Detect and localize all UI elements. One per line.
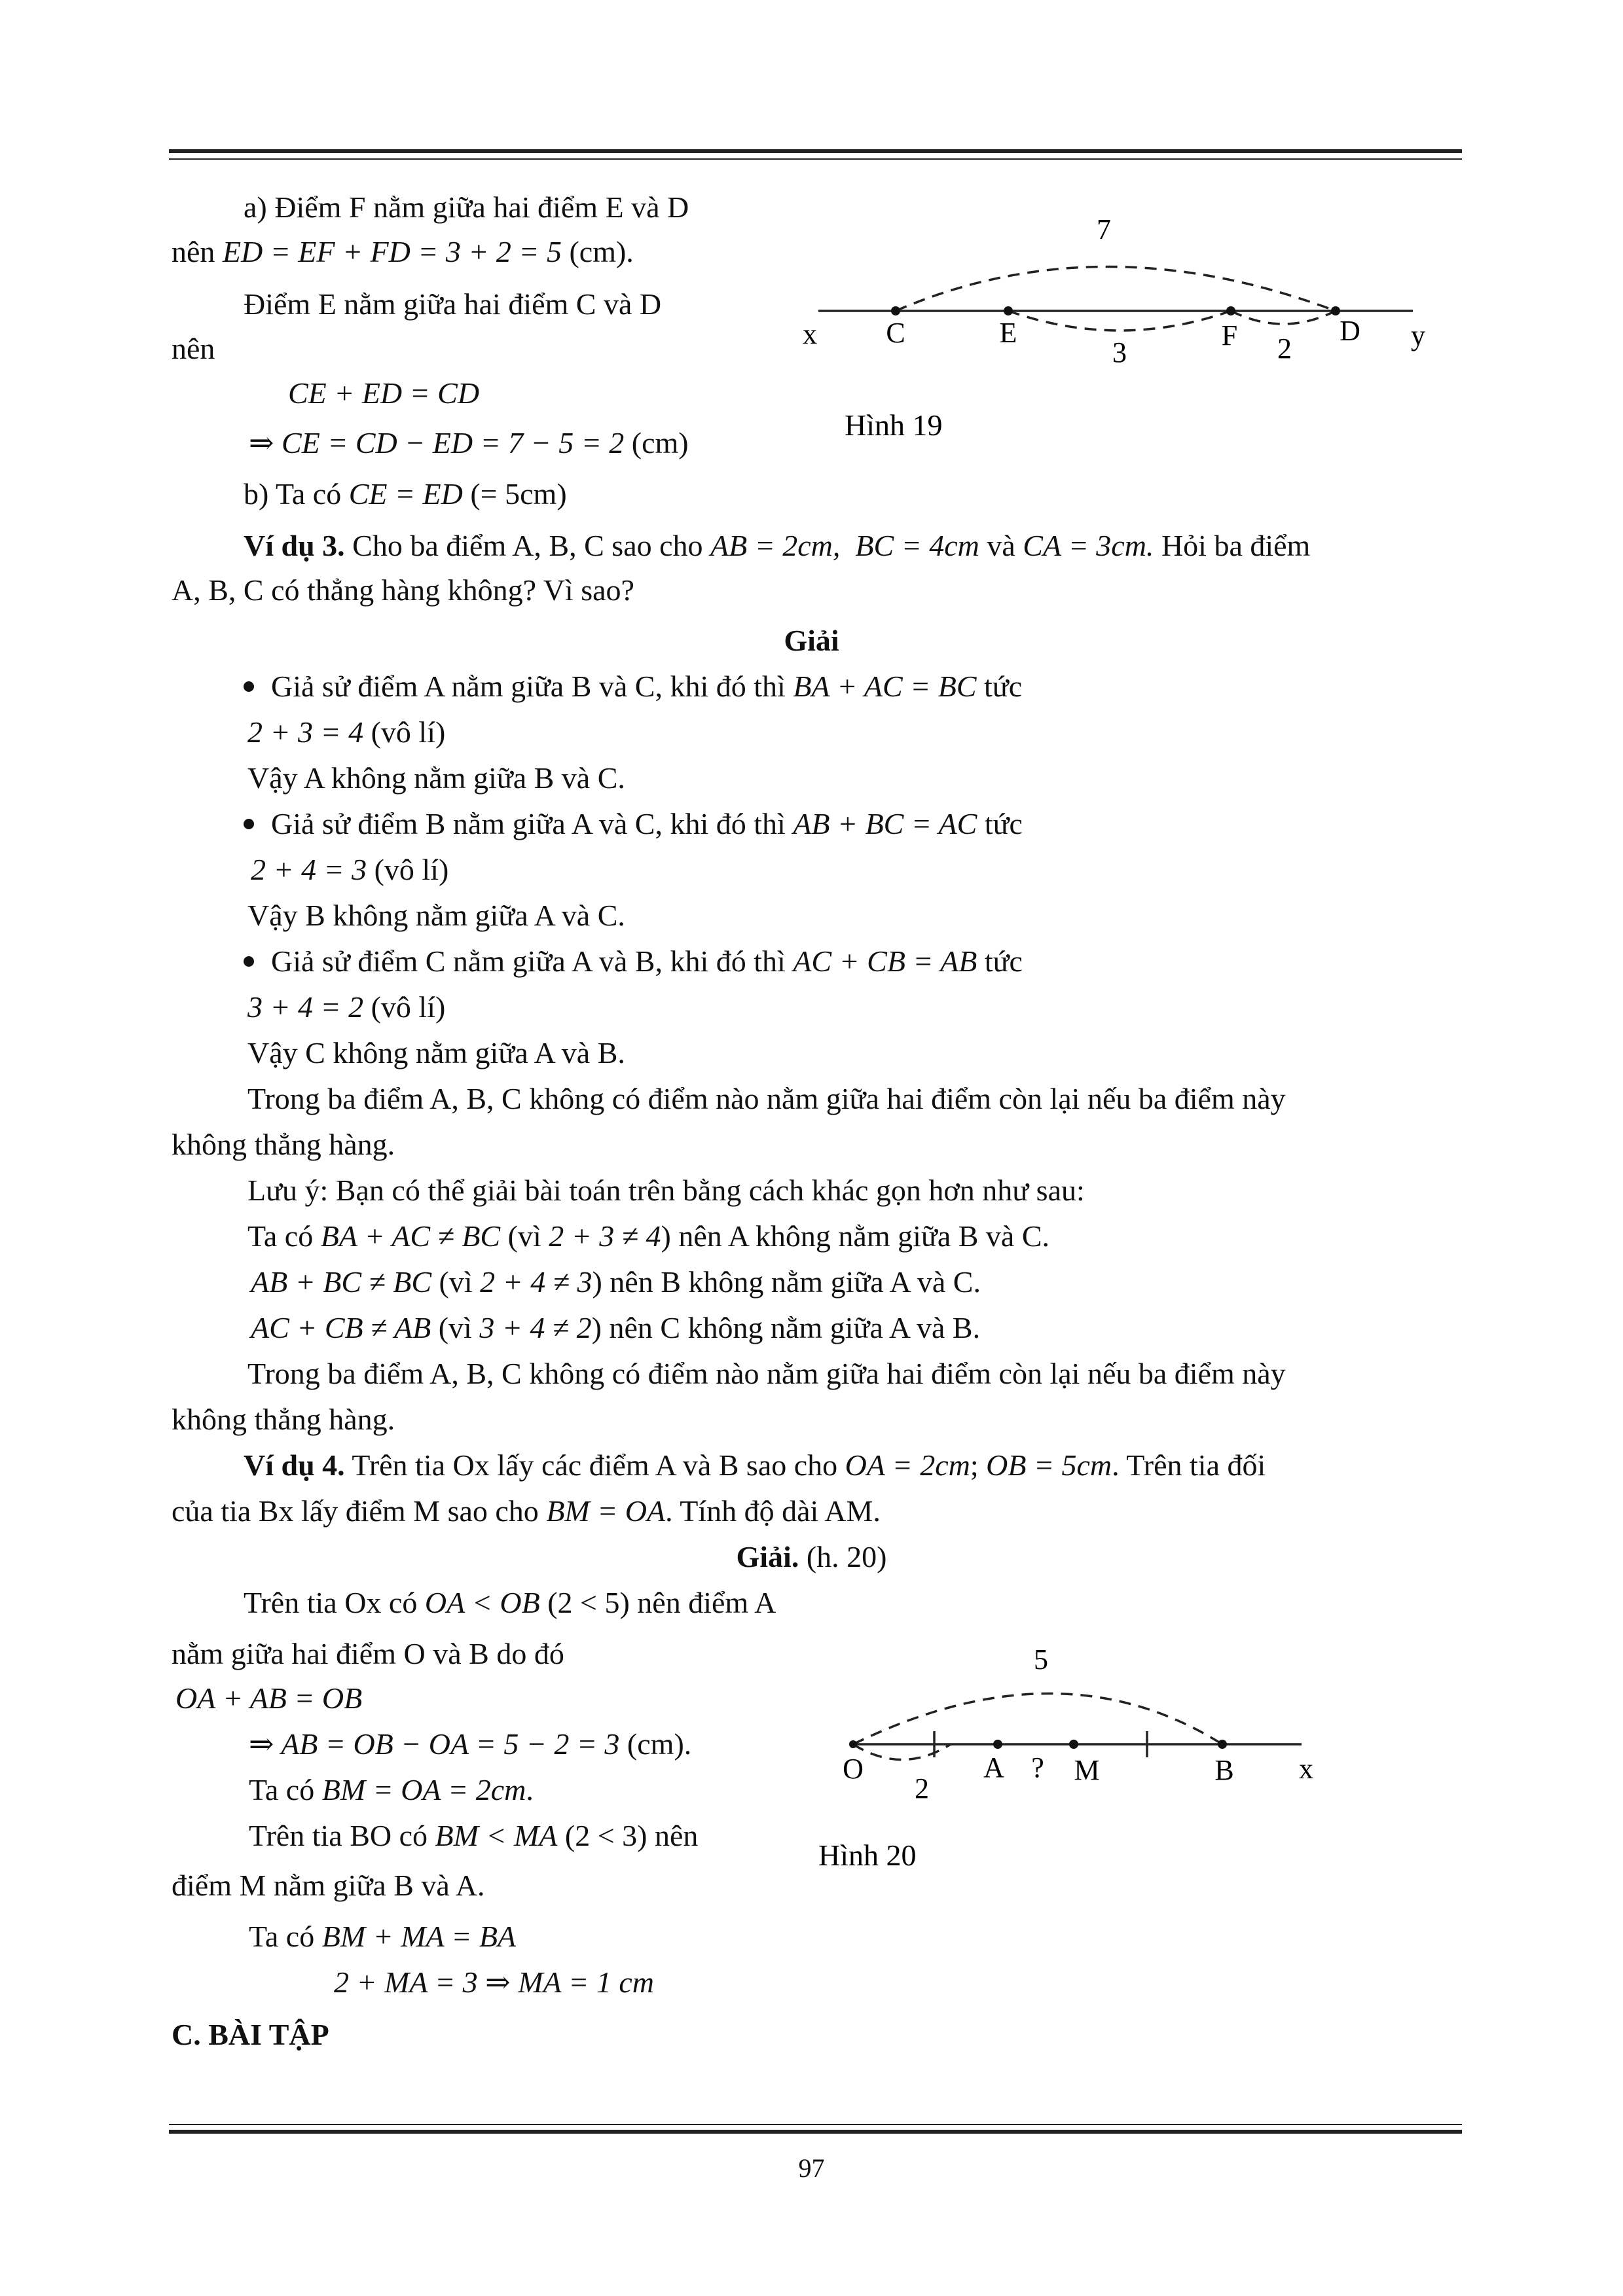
label-2: 2 bbox=[915, 1772, 929, 1804]
text-line: không thẳng hàng. bbox=[172, 1128, 395, 1161]
text-line: nên bbox=[172, 332, 215, 365]
text-line: b) Ta có CE = ED (= 5cm) bbox=[244, 477, 567, 511]
arc-cd bbox=[896, 267, 1336, 312]
text-line: Trong ba điểm A, B, C không có điểm nào nằm giữa hai điểm còn lại nếu ba điểm này bbox=[247, 1357, 1286, 1390]
bullet-icon bbox=[244, 681, 254, 692]
label-x: x bbox=[1299, 1753, 1313, 1785]
text-line: nên ED = EF + FD = 3 + 2 = 5 (cm). bbox=[172, 235, 634, 268]
bullet-line: Giả sử điểm B nằm giữa A và C, khi đó thì AB + BC = AC tức bbox=[244, 807, 1023, 842]
math-line: CE + ED = CD bbox=[288, 376, 480, 410]
section-heading-bai-tap: C. BÀI TẬP bbox=[172, 2018, 329, 2051]
text-line: ⇒ AB = OB − OA = 5 − 2 = 3 (cm). bbox=[249, 1727, 692, 1761]
label-7: 7 bbox=[1097, 213, 1111, 245]
header-rule-thin bbox=[169, 158, 1462, 160]
text-line: Ví dụ 3. Cho ba điểm A, B, C sao cho AB = 2cm, BC = 4cm và CA = 3cm. Hỏi ba điểm bbox=[244, 529, 1311, 562]
math: ED = EF + FD = 3 + 2 = 5 bbox=[222, 235, 562, 268]
text-line: ⇒ CE = CD − ED = 7 − 5 = 2 (cm) bbox=[249, 426, 689, 459]
label-c: C bbox=[886, 317, 905, 349]
text-line: Vậy B không nằm giữa A và C. bbox=[247, 899, 625, 932]
point-c bbox=[891, 306, 900, 315]
arc-ef bbox=[1008, 311, 1231, 331]
bullet-icon bbox=[244, 956, 254, 967]
label-m: M bbox=[1074, 1754, 1100, 1786]
text-line: Trên tia BO có BM < MA (2 < 3) nên bbox=[249, 1819, 699, 1852]
arc-ob bbox=[853, 1694, 1222, 1745]
text-line: AB + BC ≠ BC (vì 2 + 4 ≠ 3) nên B không nằm giữa A và C. bbox=[251, 1265, 981, 1299]
label-3: 3 bbox=[1112, 336, 1127, 368]
text-line: nằm giữa hai điểm O và B do đó bbox=[172, 1637, 564, 1670]
label-o: O bbox=[843, 1753, 864, 1785]
point-f bbox=[1226, 306, 1235, 315]
page-number: 97 bbox=[798, 2153, 825, 2183]
text-line: AC + CB ≠ AB (vì 3 + 4 ≠ 2) nên C không nằm giữa A và B. bbox=[251, 1311, 981, 1344]
text-line: Trên tia Ox có OA < OB (2 < 5) nên điểm A bbox=[244, 1586, 776, 1619]
label-a: A bbox=[983, 1751, 1004, 1784]
arc-oa bbox=[853, 1744, 951, 1760]
text-line: 2 + 4 = 3 (vô lí) bbox=[251, 853, 449, 886]
text-line: 3 + 4 = 2 (vô lí) bbox=[247, 990, 446, 1024]
footer-rule-thin bbox=[169, 2124, 1462, 2125]
footer-rule-thick bbox=[169, 2130, 1462, 2134]
math-line: OA + AB = OB bbox=[175, 1681, 363, 1715]
text-line: của tia Bx lấy điểm M sao cho BM = OA. Tính độ dài AM. bbox=[172, 1494, 881, 1528]
text-line: Ta có BM + MA = BA bbox=[249, 1920, 517, 1953]
label-d: D bbox=[1340, 315, 1360, 347]
point-m bbox=[1069, 1740, 1078, 1749]
text-line: Ta có BM = OA = 2cm. bbox=[249, 1773, 534, 1806]
arc-fd bbox=[1231, 311, 1336, 324]
label-b: B bbox=[1214, 1754, 1234, 1786]
figure-20-caption: Hình 20 bbox=[818, 1839, 917, 1872]
label-x: x bbox=[803, 318, 817, 350]
label-y: y bbox=[1411, 319, 1425, 351]
text-line: Vậy A không nằm giữa B và C. bbox=[247, 761, 625, 795]
figure-20 bbox=[812, 1630, 1388, 1892]
point-e bbox=[1004, 306, 1013, 315]
point-a bbox=[993, 1740, 1002, 1749]
text-line: không thẳng hàng. bbox=[172, 1403, 395, 1436]
point-d bbox=[1331, 306, 1340, 315]
label-2: 2 bbox=[1277, 332, 1292, 365]
text-line: Vậy C không nằm giữa A và B. bbox=[247, 1036, 625, 1069]
text-line: A, B, C có thẳng hàng không? Vì sao? bbox=[172, 573, 634, 607]
text-line: a) Điểm F nằm giữa hai điểm E và D bbox=[244, 190, 689, 224]
label-f: F bbox=[1221, 319, 1238, 351]
text-line: 2 + 3 = 4 (vô lí) bbox=[247, 715, 446, 749]
text-line: Điểm E nằm giữa hai điểm C và D bbox=[244, 287, 662, 321]
bullet-icon bbox=[244, 819, 254, 829]
label-5: 5 bbox=[1034, 1643, 1048, 1676]
heading-giai-h20: Giải. (h. 20) bbox=[736, 1540, 887, 1573]
point-b bbox=[1218, 1740, 1227, 1749]
text-line: điểm M nằm giữa B và A. bbox=[172, 1869, 485, 1902]
figure-19 bbox=[786, 209, 1467, 471]
label-question: ? bbox=[1031, 1751, 1044, 1784]
text-line: Ví dụ 4. Trên tia Ox lấy các điểm A và B sao cho OA = 2cm; OB = 5cm. Trên tia đối bbox=[244, 1448, 1266, 1482]
bullet-line: Giả sử điểm C nằm giữa A và B, khi đó thì AC + CB = AB tức bbox=[244, 944, 1023, 979]
heading-giai: Giải bbox=[784, 624, 839, 657]
text-line: Ta có BA + AC ≠ BC (vì 2 + 3 ≠ 4) nên A không nằm giữa B và C. bbox=[247, 1219, 1050, 1253]
figure-19-caption: Hình 19 bbox=[845, 408, 943, 442]
header-rule-thick bbox=[169, 149, 1462, 153]
text-line: Trong ba điểm A, B, C không có điểm nào nằm giữa hai điểm còn lại nếu ba điểm này bbox=[247, 1082, 1286, 1115]
point-o bbox=[849, 1740, 857, 1748]
bullet-line: Giả sử điểm A nằm giữa B và C, khi đó thì BA + AC = BC tức bbox=[244, 670, 1022, 704]
math-line: 2 + MA = 3 ⇒ MA = 1 cm bbox=[334, 1965, 654, 1999]
label-e: E bbox=[999, 317, 1017, 349]
text-line: Lưu ý: Bạn có thể giải bài toán trên bằng cách khác gọn hơn như sau: bbox=[247, 1174, 1085, 1207]
